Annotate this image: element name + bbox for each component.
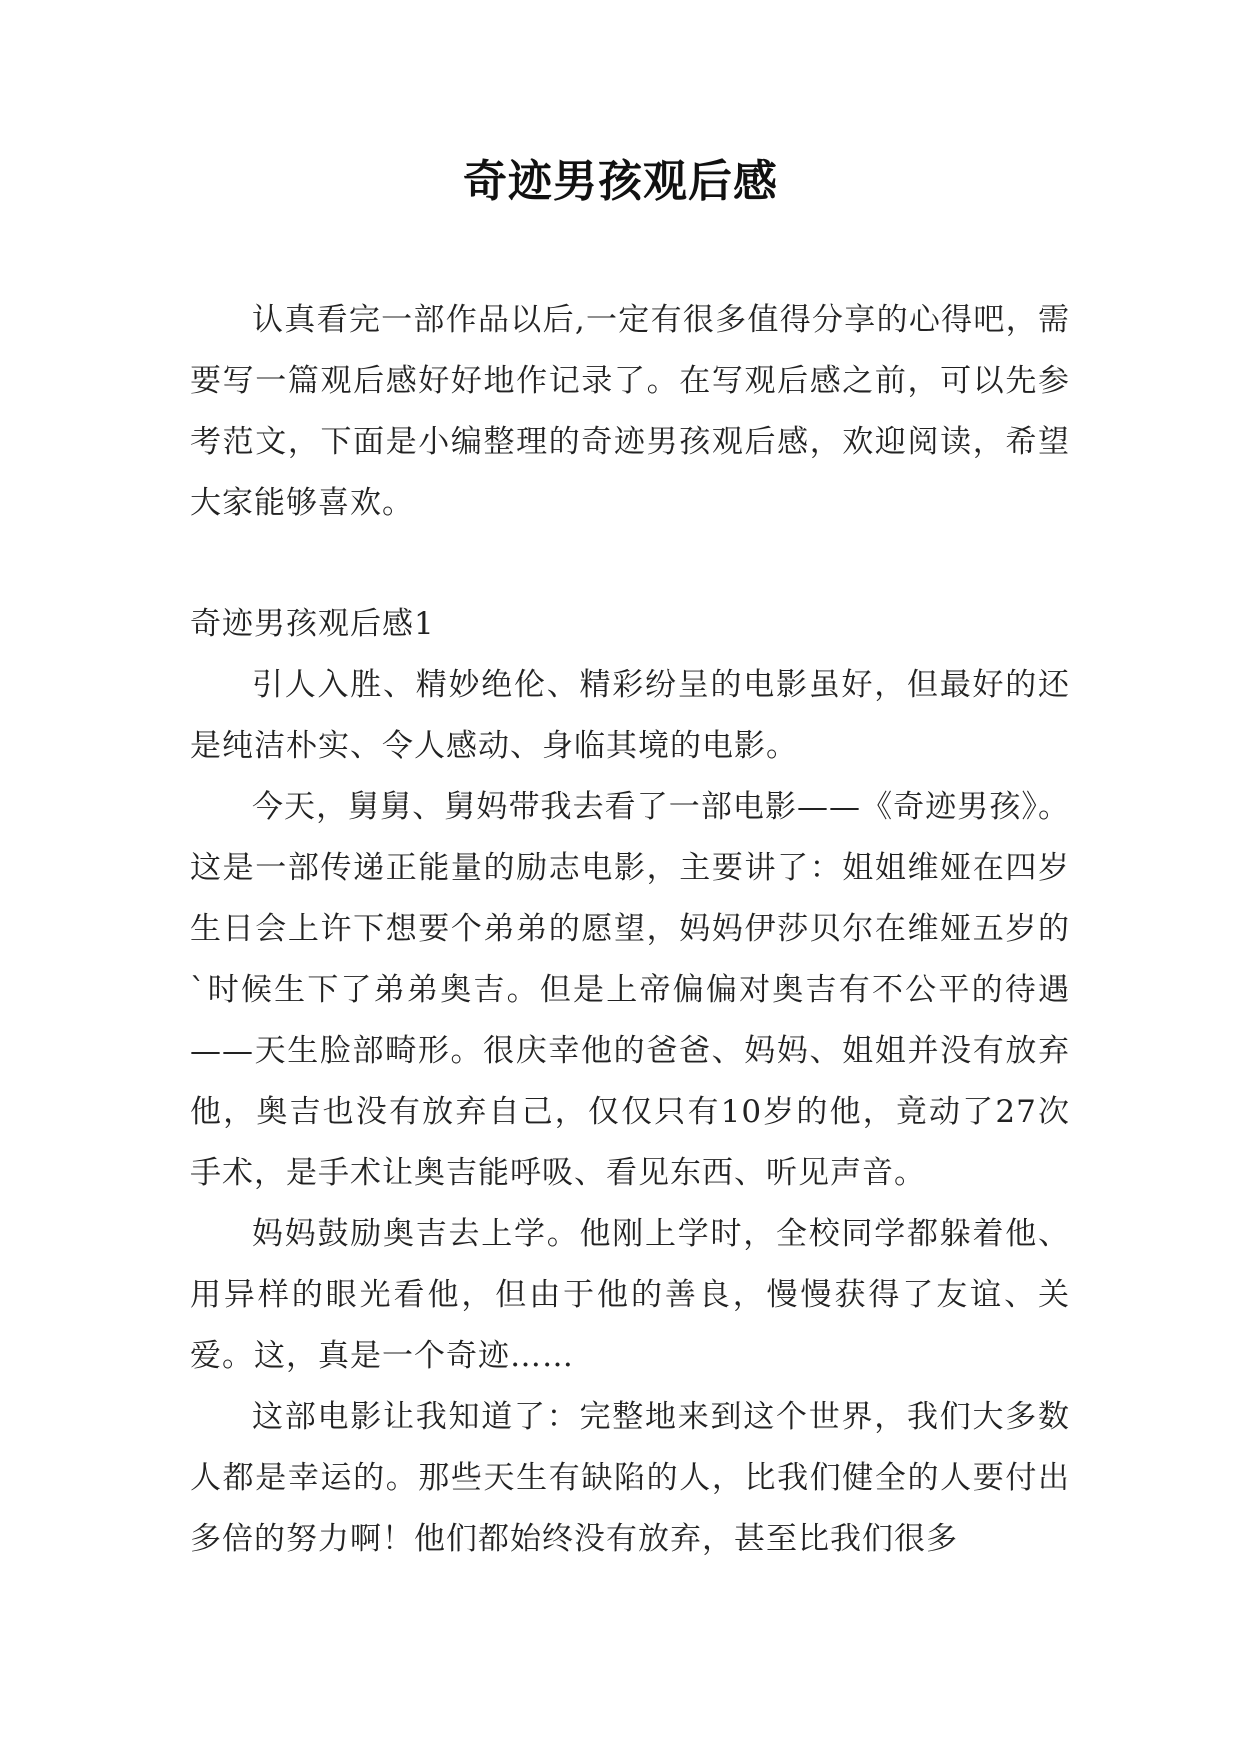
body-paragraph-2: 今天，舅舅、舅妈带我去看了一部电影——《奇迹男孩》。这是一部传递正能量的励志电影，主要讲了：姐姐维娅在四岁生日会上许下想要个弟弟的愿望，妈妈伊莎贝尔在维娅五岁的`时候生下了弟弟奥吉。但是上帝偏偏对奥吉有不公平的待遇——天生脸部畸形。很庆幸他的爸爸、妈妈、姐姐并没有放弃他，奥吉也没有放弃自己，仅仅只有10岁的他，竟动了27次手术，是手术让奥吉能呼吸、看见东西、听见声音。 [190,789,1070,1191]
document-body [190,290,1070,1570]
body-paragraph-4: 这部电影让我知道了：完整地来到这个世界，我们大多数人都是幸运的。那些天生有缺陷的人，比我们健全的人要付出多倍的努力啊！他们都始终没有放弃，甚至比我们很多 [190,1399,1070,1557]
intro-paragraph: 认真看完一部作品以后,一定有很多值得分享的心得吧，需要写一篇观后感好好地作记录了。在写观后感之前，可以先参考范文，下面是小编整理的奇迹男孩观后感，欢迎阅读，希望大家能够喜欢。 [190,302,1070,521]
section-heading: 奇迹男孩观后感1 [190,606,435,642]
section-spacer [190,534,1070,594]
document-title: 奇迹男孩观后感 [463,156,778,207]
body-paragraph-3: 妈妈鼓励奥吉去上学。他刚上学时，全校同学都躲着他、用异样的眼光看他，但由于他的善良，慢慢获得了友谊、关爱。这，真是一个奇迹…… [190,1216,1070,1374]
body-paragraph-1: 引人入胜、精妙绝伦、精彩纷呈的电影虽好，但最好的还是纯洁朴实、令人感动、身临其境的电影。 [190,667,1070,764]
